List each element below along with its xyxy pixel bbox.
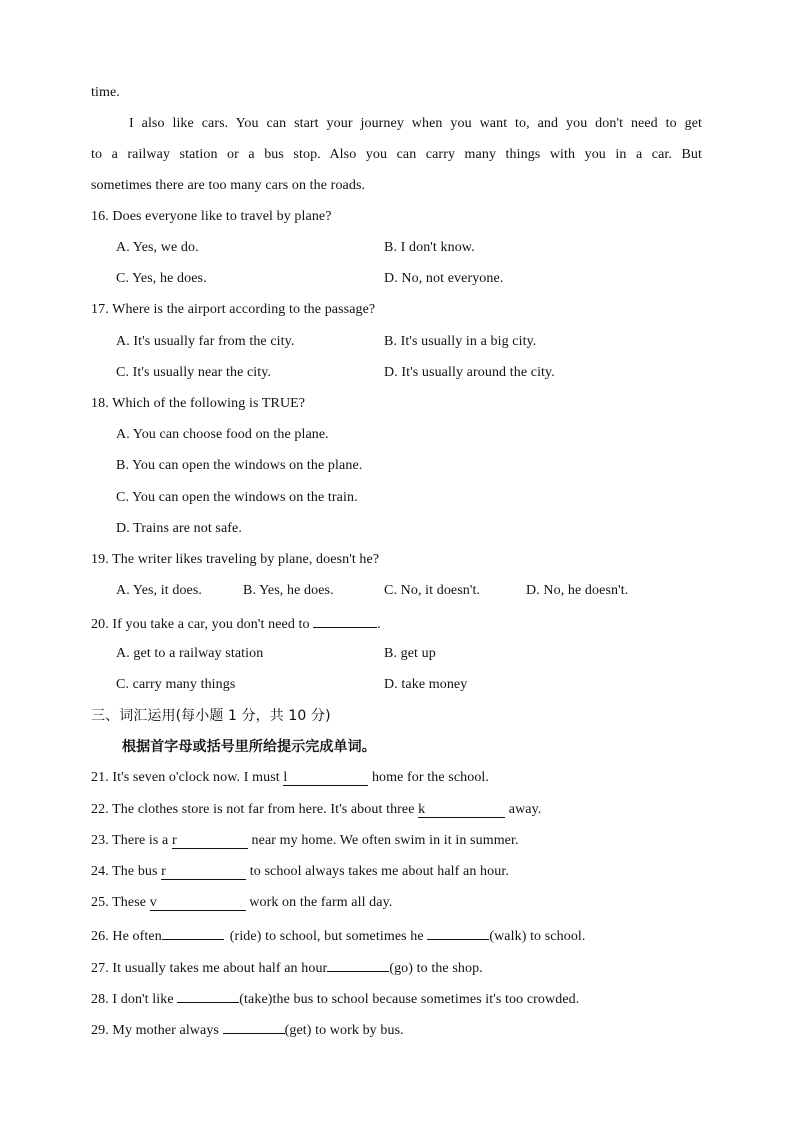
passage-line: time. xyxy=(91,85,120,100)
vocab-question xyxy=(91,800,541,820)
option-a[interactable]: A. Yes, it does. xyxy=(116,583,203,598)
option-c[interactable]: C. No, it doesn't. xyxy=(384,583,481,598)
option-b[interactable]: B. get up xyxy=(384,646,436,661)
option-c[interactable]: C. You can open the windows on the train. xyxy=(116,490,358,505)
vocab-question xyxy=(91,893,392,913)
answer-blank[interactable] xyxy=(418,802,505,818)
vocab-question-text: (ride) to school, but sometimes he xyxy=(229,929,428,944)
initial-letter: r xyxy=(171,833,177,848)
option-c[interactable]: C. It's usually near the city. xyxy=(116,365,272,380)
passage-line: sometimes there are too many cars on the roads. xyxy=(91,178,366,193)
option-b[interactable]: B. I don't know. xyxy=(384,240,475,255)
answer-blank[interactable] xyxy=(150,895,246,911)
option-b[interactable]: B. It's usually in a big city. xyxy=(384,334,537,349)
vocab-question xyxy=(91,862,509,882)
initial-letter: l xyxy=(283,770,288,785)
option-c[interactable]: C. Yes, he does. xyxy=(116,271,207,286)
answer-blank[interactable] xyxy=(161,864,246,880)
vocab-question-text: away. xyxy=(505,802,542,817)
passage-line: I also like cars. You can start your journey when you want to, and you don't need to get xyxy=(129,116,702,131)
question-stem-text: 20. If you take a car, you don't need to xyxy=(91,617,310,632)
initial-letter: v xyxy=(149,895,157,910)
option-d[interactable]: D. No, not everyone. xyxy=(384,271,504,286)
initial-letter: k xyxy=(418,802,426,817)
answer-blank[interactable] xyxy=(223,1018,285,1034)
vocab-question-text: near my home. We often swim in it in summer. xyxy=(247,833,519,848)
answer-blank[interactable] xyxy=(283,770,368,786)
question-stem: 17. Where is the airport according to the passage? xyxy=(91,302,376,317)
vocab-question-text: 26. He often xyxy=(91,929,162,944)
section-heading-score: (每小题 1 分，共 10 分) xyxy=(175,708,331,724)
section-instruction-text: 根据首字母或括号里所给提示完成单词。 xyxy=(122,739,376,755)
section-instruction xyxy=(122,737,376,758)
vocab-question-text: to school always takes me about half an hour. xyxy=(246,864,509,879)
option-d[interactable]: D. It's usually around the city. xyxy=(384,365,555,380)
answer-blank[interactable] xyxy=(313,612,377,628)
answer-blank[interactable] xyxy=(177,987,239,1003)
question-stem-end: . xyxy=(377,617,381,632)
answer-blank[interactable] xyxy=(172,833,248,849)
vocab-question xyxy=(91,1018,404,1041)
option-a[interactable]: A. It's usually far from the city. xyxy=(116,334,295,349)
vocab-question-text: 29. My mother always xyxy=(91,1023,223,1038)
vocab-question-text: work on the farm all day. xyxy=(245,895,393,910)
vocab-question-text: 27. It usually takes me about half an hour xyxy=(91,961,328,976)
vocab-question-text: (take)the bus to school because sometimes it's too crowded. xyxy=(239,992,580,1007)
answer-blank[interactable] xyxy=(162,924,224,940)
option-d[interactable]: D. Trains are not safe. xyxy=(116,521,242,536)
vocab-question xyxy=(91,924,586,947)
option-b[interactable]: B. You can open the windows on the plane. xyxy=(116,458,363,473)
vocab-question xyxy=(91,987,579,1010)
vocab-question-text: 21. It's seven o'clock now. I must xyxy=(91,770,284,785)
initial-letter: r xyxy=(161,864,166,879)
vocab-question-text: (go) to the shop. xyxy=(389,961,483,976)
vocab-question-text: 24. The bus xyxy=(91,864,162,879)
question-stem: 16. Does everyone like to travel by plane? xyxy=(91,209,332,224)
vocab-question-text: 22. The clothes store is not far from here. It's about three xyxy=(91,802,419,817)
vocab-question-text: 28. I don't like xyxy=(91,992,178,1007)
option-c[interactable]: C. carry many things xyxy=(116,677,236,692)
vocab-question-text: (get) to work by bus. xyxy=(284,1023,404,1038)
passage-line: to a railway station or a bus stop. Also you can carry many things with you in a car. But xyxy=(91,147,702,162)
option-d[interactable]: D. take money xyxy=(384,677,468,692)
section-heading xyxy=(91,706,331,727)
vocab-question xyxy=(91,768,489,788)
answer-blank[interactable] xyxy=(327,956,389,972)
answer-blank[interactable] xyxy=(427,924,489,940)
vocab-question-text: 23. There is a xyxy=(91,833,172,848)
option-a[interactable]: A. You can choose food on the plane. xyxy=(116,427,329,442)
question-stem xyxy=(91,612,381,635)
option-a[interactable]: A. get to a railway station xyxy=(116,646,264,661)
option-a[interactable]: A. Yes, we do. xyxy=(116,240,199,255)
vocab-question xyxy=(91,956,483,979)
option-b[interactable]: B. Yes, he does. xyxy=(243,583,334,598)
section-heading-title: 三、词汇运用 xyxy=(91,708,176,724)
vocab-question-text: home for the school. xyxy=(368,770,490,785)
question-stem: 18. Which of the following is TRUE? xyxy=(91,396,306,411)
vocab-question-text: 25. These xyxy=(91,895,150,910)
vocab-question-text: (walk) to school. xyxy=(489,929,586,944)
option-d[interactable]: D. No, he doesn't. xyxy=(526,583,629,598)
vocab-question xyxy=(91,831,519,851)
question-stem: 19. The writer likes traveling by plane, doesn't he? xyxy=(91,552,380,567)
